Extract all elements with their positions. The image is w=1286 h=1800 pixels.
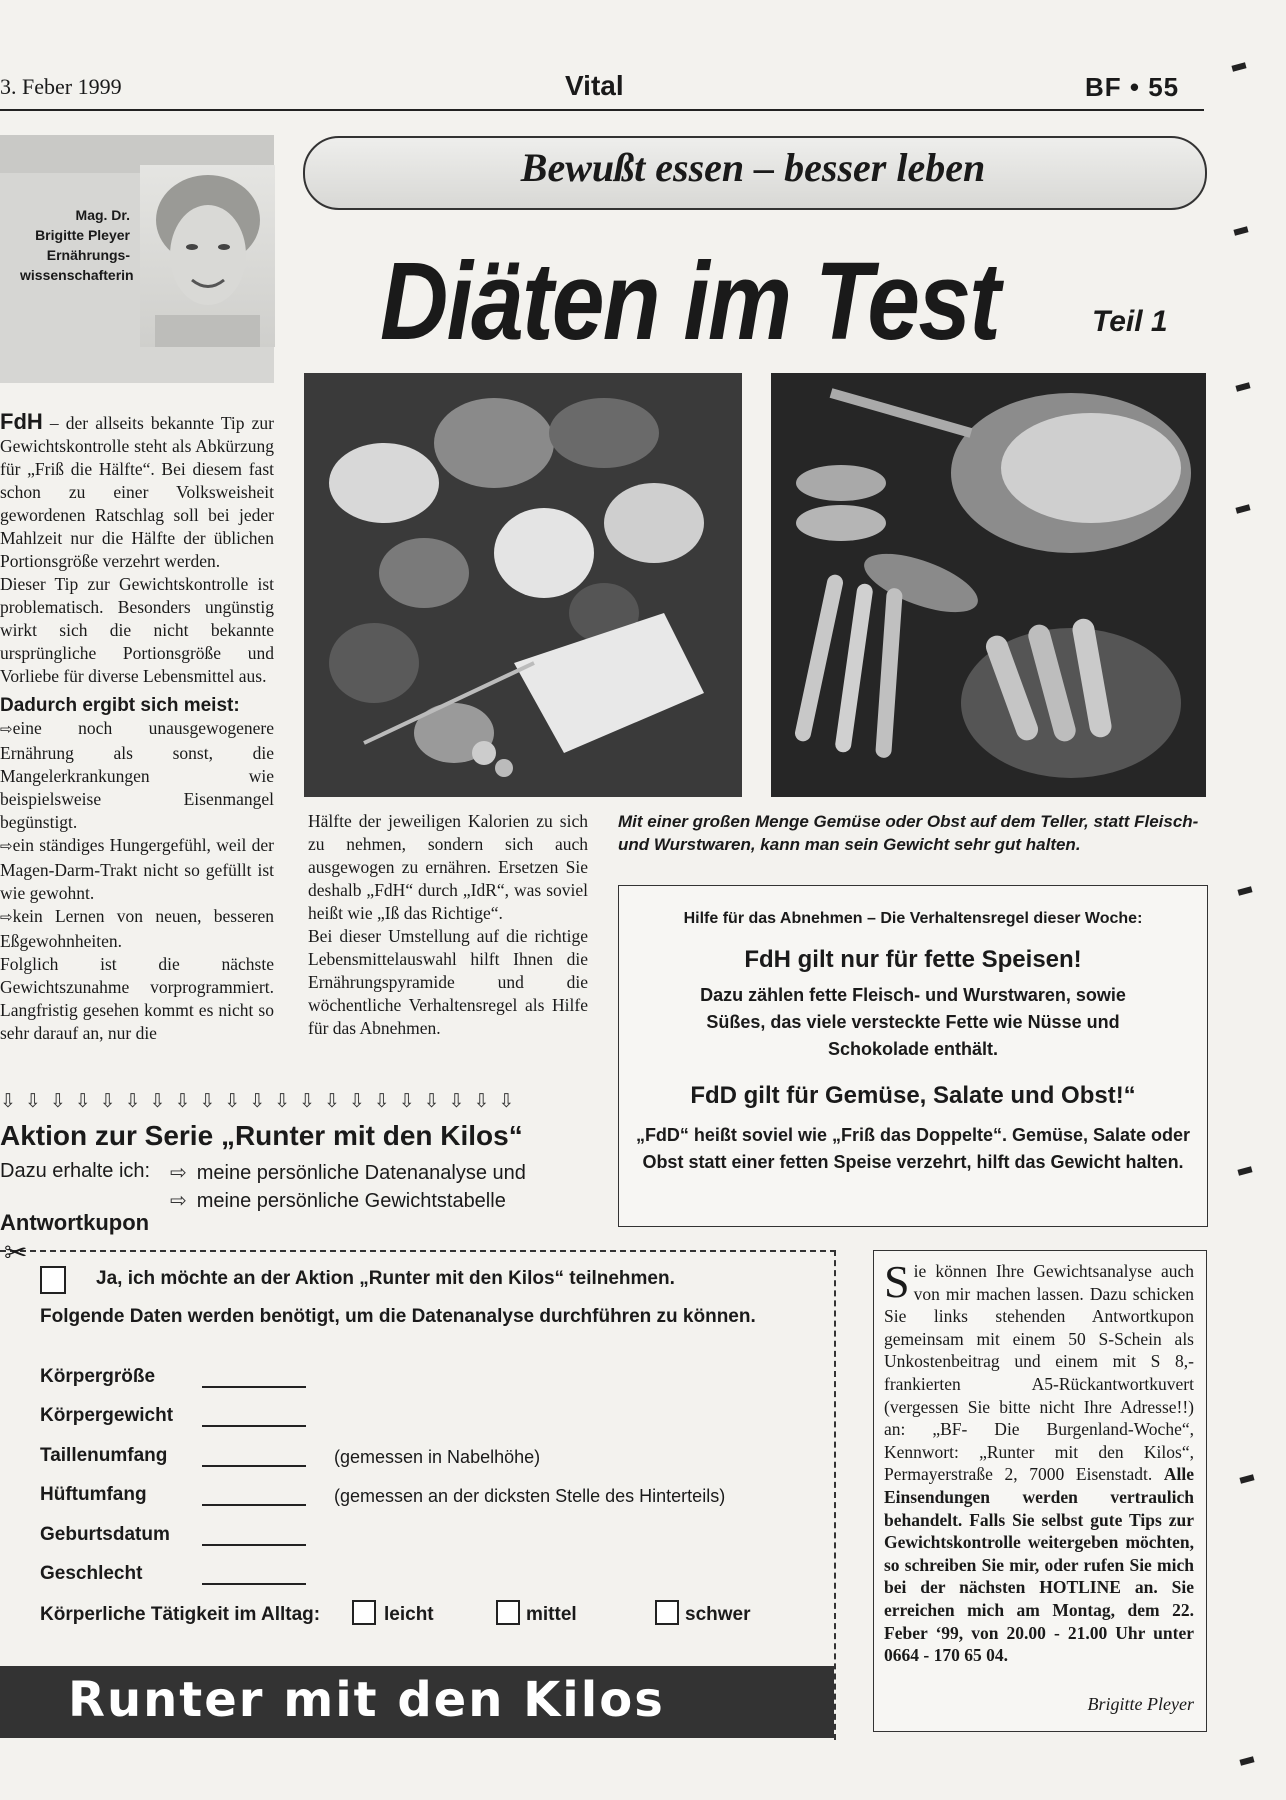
rule-2-title: FdD gilt für Gemüse, Salate und Obst!“: [690, 1082, 1136, 1109]
field-input-birthdate[interactable]: [202, 1544, 306, 1546]
sausages-photo: [771, 373, 1206, 797]
field-label-waist: Taillenumfang: [40, 1445, 168, 1466]
activity-heavy-checkbox[interactable]: [655, 1600, 679, 1625]
weekly-rule-box: [618, 885, 1208, 1227]
header-rule: [0, 109, 1204, 111]
aktion-item-1: [170, 1160, 526, 1185]
left-list-item-3: ⇨ kein Lernen von neuen, besseren Eßgewohnheiten.: [0, 905, 274, 953]
activity-heavy-label: schwer: [685, 1604, 751, 1625]
author-photo: [140, 165, 275, 347]
info-dropcap: S: [884, 1256, 910, 1307]
rule-1-body: Dazu zählen fette Fleisch- und Wurstwaren, sowie Süßes, das viele versteckte Fette wie Nüsse und Schokolade enthält.: [700, 985, 1126, 1059]
rule-box-heading: Hilfe für das Abnehmen – Die Verhaltensregel dieser Woche:: [683, 910, 1143, 927]
info-text-normal: ie können Ihre Gewichtsanalyse auch von mir machen lassen. Dazu schicken Sie links stehenden Antwortkupon gemeinsam mit einem 50 S-Schein als Unkostenbeitrag und einem mit S 8,- frankierten A5-Rückantwortkuvert (vergessen Sie bitte nicht Ihre Adresse!!) an: „BF- Die Burgenland-Woche“, Kennwort: „Runter mit den Kilos“, Permayerstraße 2, 7000 Eisenstadt.: [884, 1261, 1194, 1485]
field-input-hip[interactable]: [202, 1504, 306, 1506]
info-signature: Brigitte Pleyer: [1087, 1694, 1194, 1714]
left-paragraph-1-text: – der allseits bekannte Tip zur Gewichtskontrolle steht als Abkürzung für „Friß die Hälfte“. Bei diesem fast schon zu einer Volksweisheit gewordenen Ratschlag soll bei jeder Mahlzeit nur die Hälfte der üblichen Portionsgröße verzehrt werden.: [0, 413, 274, 571]
section-title: Vital: [565, 70, 624, 101]
coupon-title: Antwortkupon: [0, 1210, 150, 1235]
left-paragraph-2: Dieser Tip zur Gewichtskontrolle ist problematisch. Besonders ungünstig wirkt sich die nicht bekannte ursprüngliche Portionsgröße und Vorliebe für diverse Lebensmittel aus.: [0, 574, 274, 686]
activity-light-label: leicht: [384, 1604, 434, 1625]
author-role-1: Ernährungs-: [46, 247, 130, 263]
field-input-weight[interactable]: [202, 1425, 306, 1427]
coupon-instructions: Folgende Daten werden benötigt, um die Datenanalyse durchführen zu können.: [40, 1306, 756, 1327]
margin-mark: [1233, 226, 1248, 235]
participate-label: Ja, ich möchte an der Aktion „Runter mit den Kilos“ teilnehmen.: [96, 1268, 675, 1289]
page-number: BF • 55: [1085, 72, 1180, 102]
field-note-hip: (gemessen an der dicksten Stelle des Hinterteils): [334, 1486, 726, 1506]
author-title: Mag. Dr.: [75, 207, 130, 223]
left-list-item-1: ⇨ eine noch unausgewogenere Ernährung als sonst, die Mangelerkrankungen wie beispielsweise Eisenmangel begünstigt.: [0, 717, 274, 834]
vegetables-photo: [304, 373, 742, 797]
aktion-item-2-text: meine persönliche Gewichtstabelle: [196, 1190, 506, 1212]
article-part: Teil 1: [1092, 305, 1168, 338]
series-footer-title: Runter mit den Kilos: [68, 1672, 665, 1728]
field-label-height: Körpergröße: [40, 1366, 156, 1387]
author-credit: [20, 205, 134, 285]
info-box-text: [884, 1256, 1194, 1667]
arrow-right-icon: ⇨: [170, 1190, 187, 1212]
arrow-row: ⇩⇩⇩⇩⇩⇩⇩⇩⇩⇩⇩⇩⇩⇩⇩⇩⇩⇩⇩⇩⇩: [0, 1091, 524, 1112]
left-subhead: Dadurch ergibt sich meist:: [0, 695, 240, 716]
field-note-waist: (gemessen in Nabelhöhe): [334, 1447, 541, 1467]
series-banner-text: Bewußt essen – besser leben: [520, 145, 986, 190]
middle-column-text: [308, 810, 588, 1040]
author-name: Brigitte Pleyer: [35, 227, 130, 243]
rule-1-title: FdH gilt nur für fette Speisen!: [744, 946, 1082, 973]
lead-word: FdH: [0, 409, 43, 434]
aktion-title: Aktion zur Serie „Runter mit den Kilos“: [0, 1120, 523, 1151]
field-label-hip: Hüftumfang: [40, 1484, 147, 1505]
margin-mark: [1237, 886, 1252, 895]
activity-light-checkbox[interactable]: [352, 1600, 376, 1625]
margin-mark: [1235, 504, 1250, 513]
middle-paragraph-2: Bei dieser Umstellung auf die richtige Lebensmittelauswahl hilft Ihnen die Ernährungspyramide und die wöchentliche Verhaltensregel als Hilfe für das Abnehmen.: [308, 926, 588, 1038]
scissors-icon: ✂: [4, 1238, 28, 1269]
activity-medium-checkbox[interactable]: [496, 1600, 520, 1625]
activity-medium-label: mittel: [526, 1604, 577, 1625]
left-paragraph-1: [0, 410, 274, 573]
margin-mark: [1235, 382, 1250, 391]
field-input-gender[interactable]: [202, 1583, 306, 1585]
field-label-gender: Geschlecht: [40, 1563, 143, 1584]
left-column-text: [0, 410, 274, 1045]
margin-mark: [1239, 1756, 1254, 1765]
photo-caption: Mit einer großen Menge Gemüse oder Obst auf dem Teller, statt Fleisch- und Wurstwaren, kann man sein Gewicht sehr gut halten.: [618, 812, 1199, 854]
info-text-bold: Alle Einsendungen werden vertraulich behandelt. Falls Sie selbst gute Tips zur Gewichtskontrolle weitergeben möchten, so schreiben Sie mir, oder rufen Sie mich bei der nächsten HOTLINE an. Sie erreichen mich am Montag, dem 22. Feber ‘99, von 20.00 - 21.00 Uhr unter 0664 - 170 65 04.: [884, 1464, 1194, 1666]
aktion-item-1-text: meine persönliche Datenanalyse und: [196, 1162, 526, 1184]
field-input-waist[interactable]: [202, 1465, 306, 1467]
activity-label: Körperliche Tätigkeit im Alltag:: [40, 1604, 321, 1625]
margin-mark: [1239, 1474, 1254, 1483]
article-title: Diäten im Test: [380, 240, 999, 363]
rule-2-body: „FdD“ heißt soviel wie „Friß das Doppelte“. Gemüse, Salate oder Obst statt einer fetten Speise verzehrt, hilft das Gewicht halten.: [635, 1125, 1191, 1172]
arrow-right-icon: ⇨: [170, 1162, 187, 1184]
left-list-item-2: ⇨ ein ständiges Hungergefühl, weil der Magen-Darm-Trakt nicht so gefüllt ist wie gewohnt.: [0, 834, 274, 905]
left-paragraph-3: Folglich ist die nächste Gewichtszunahme vorprogrammiert. Langfristig gesehen kommt es nicht so sehr darauf an, nur die: [0, 954, 274, 1043]
aktion-item-2: [170, 1188, 506, 1213]
middle-paragraph-1: Hälfte der jeweiligen Kalorien zu sich zu nehmen, sondern sich auch ausgewogen zu ernähren. Ersetzen Sie deshalb „FdH“ durch „IdR“, was soviel heißt wie „Iß das Richtige“.: [308, 811, 588, 923]
field-label-weight: Körpergewicht: [40, 1405, 174, 1426]
participate-checkbox[interactable]: [40, 1266, 66, 1294]
field-input-height[interactable]: [202, 1386, 306, 1388]
issue-date: 3. Feber 1999: [0, 74, 122, 99]
author-role-2: wissenschafterin: [20, 267, 134, 283]
margin-mark: [1231, 62, 1246, 71]
field-label-birthdate: Geburtsdatum: [40, 1524, 170, 1545]
aktion-intro: Dazu erhalte ich:: [0, 1160, 151, 1182]
margin-mark: [1237, 1166, 1252, 1175]
